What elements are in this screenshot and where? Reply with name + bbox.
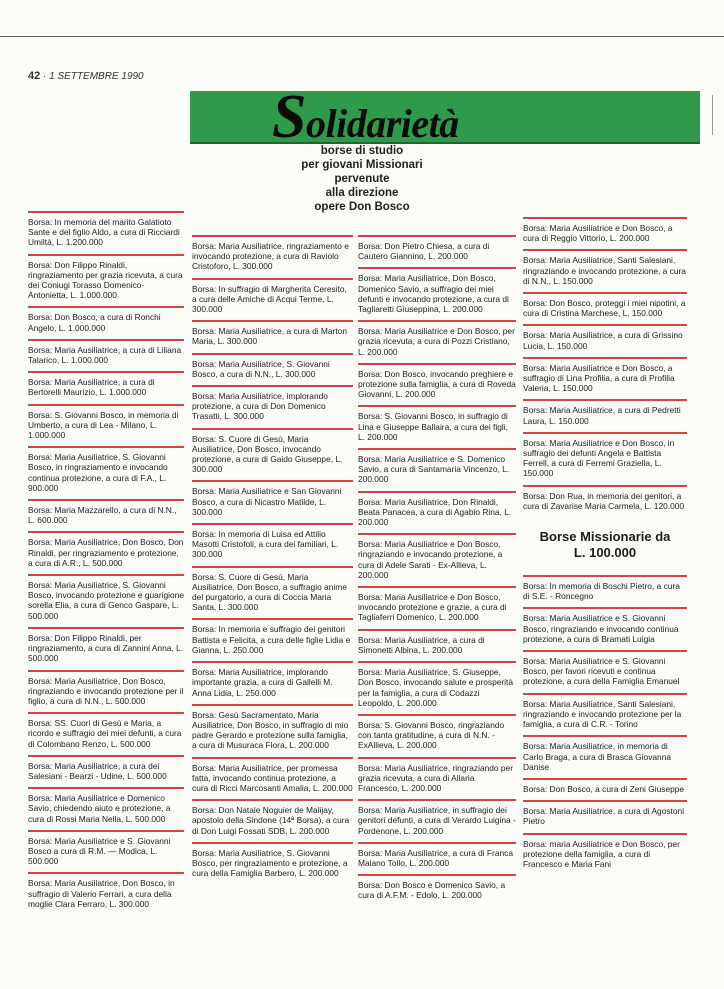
borsa-entry (358, 405, 516, 442)
entry-text: Borsa: Maria Ausiliatrice e Domenico Savio, chiedendo aiuto e protezione, a cura di Rossi Maria Nella, L. 500.000 (28, 793, 171, 824)
entry-divider (192, 799, 353, 801)
entry-text: Borsa: Maria Ausiliatrice e S. Domenico Savio, a cura di Santamaria Vincenzo, L. 200.000 (358, 454, 510, 485)
borsa-entry (358, 714, 516, 751)
subtitle-line: opere Don Bosco (314, 201, 410, 213)
entry-divider (192, 618, 353, 620)
entry-text: Borsa: Maria Ausiliatrice, Santi Salesiani, ringraziando e invocando protezione, a cura di N.N., L. 150.000 (523, 255, 686, 286)
borsa-entry (523, 485, 687, 511)
borsa-entry (192, 523, 353, 560)
entry-text: Borsa: Maria Ausiliatrice, ringraziando per grazia ricevuta, a cura di Allaria Francesco, L. 200.000 (358, 762, 514, 793)
entry-text: Borsa: Maria Ausiliatrice, a cura di Bertorelli Maurizio, L. 1.000.000 (28, 377, 155, 398)
entry-divider (523, 778, 687, 780)
entry-text: Borsa: Don Bosco e Domenico Savio, a cura di A.F.M. - Edolo, L. 200.000 (358, 880, 506, 901)
entry-divider (358, 448, 516, 450)
borsa-entry (28, 627, 184, 664)
entry-text: Borsa: Maria Mazzarello, a cura di N.N., L. 600.000 (28, 505, 177, 526)
entry-divider (28, 404, 184, 406)
borsa-entry (192, 480, 353, 517)
subtitle-line: alla direzione (325, 187, 399, 199)
borsa-entry (358, 448, 516, 485)
entry-divider (523, 249, 687, 251)
entry-divider (28, 531, 184, 533)
entry-divider (192, 353, 353, 355)
entry-text: Borsa: Maria Ausiliatrice e Don Bosco, a cura di Reggio Vittorio, L. 200.000 (523, 223, 673, 244)
borsa-entry (192, 385, 353, 422)
borsa-entry (523, 575, 687, 601)
borsa-entry (358, 661, 516, 708)
entry-divider (523, 357, 687, 359)
entry-text: Borsa: Maria Ausiliatrice, a cura di Simonetti Albina, L. 200.000 (358, 634, 485, 655)
entry-text: Borsa: Maria Ausiliatrice e S. Giovanni Bosco, ringraziando e invocando continua protezione, a cura di Bramati Luigia (523, 613, 679, 644)
entry-divider (192, 523, 353, 525)
entry-divider (28, 787, 184, 789)
section-title-initial: S (272, 83, 306, 151)
borsa-entry (523, 778, 687, 794)
entry-divider (358, 363, 516, 365)
borsa-entry (358, 757, 516, 794)
entry-text: Borsa: In memoria e suffragio dei genitori Battista e Felicita, a cura delle figlie Lidia e Gianna, L. 250.000 (192, 624, 351, 655)
entry-text: Borsa: SS. Cuori di Gesù e Maria, a ricordo e suffragio dei miei defunti, a cura di Colombano Renzo, L. 500.000 (28, 718, 182, 749)
section-heading-100000 (523, 529, 687, 561)
borsa-entry (358, 874, 516, 900)
entry-text: Borsa: In memoria di Boschi Pietro, a cura di S.E. - Roncegno (523, 581, 680, 602)
entry-divider (523, 485, 687, 487)
borsa-entry (358, 799, 516, 836)
borsa-entry (192, 799, 353, 836)
borsa-entry (28, 306, 184, 332)
entry-divider (523, 735, 687, 737)
entry-text: Borsa: Maria Ausiliatrice, a cura dei Salesiani - Bearzi - Udine, L. 500.000 (28, 760, 167, 781)
entry-divider (523, 432, 687, 434)
entry-text: Borsa: In memoria del marito Galatioto Sante e del figlio Aldo, a cura di Ricciardi Umiltà, L. 1.200.000 (28, 217, 180, 248)
section-title (272, 82, 459, 153)
entry-divider (358, 320, 516, 322)
entry-text: Borsa: S. Cuore di Gesù, Maria Ausiliatrice, Don Bosco, a suffragio anime del purgatorio, a cura di Coccia Maria Santa, L. 300.000 (192, 571, 347, 613)
borsa-entry (192, 757, 353, 794)
entry-divider (523, 575, 687, 577)
entry-divider (523, 693, 687, 695)
subtitle (262, 144, 462, 214)
entry-divider (523, 650, 687, 652)
borsa-entry (192, 704, 353, 751)
entry-divider (28, 830, 184, 832)
entry-divider (358, 661, 516, 663)
entry-divider (28, 499, 184, 501)
entry-text: Borsa: Maria Ausiliatrice, a cura di Marton Maria, L. 300.000 (192, 326, 347, 347)
subtitle-line: per giovani Missionari (301, 159, 423, 171)
entry-divider (358, 629, 516, 631)
entry-text: Borsa: Maria Ausiliatrice, a cura di Agostoni Pietro (523, 806, 685, 827)
page-edge-mark (712, 95, 713, 135)
entry-text: Borsa: Don Filippo Rinaldi, ringraziamento per grazia ricevuta, a cura dei Coniugi Torasso Domenico-Antonietta, L. 1.000.000 (28, 259, 183, 301)
entry-text: Borsa: Maria Ausiliatrice e Don Bosco, per grazia ricevuta, a cura di Pozzi Cristiano, L. 200.000 (358, 326, 515, 357)
entry-divider (28, 211, 184, 213)
borsa-entry (523, 735, 687, 772)
entry-text: Borsa: Maria Ausiliatrice e S. Giovanni Bosco a cura di R.M. — Modica, L. 500.000 (28, 835, 171, 867)
entry-divider (192, 661, 353, 663)
entry-text: Borsa: S. Cuore di Gesù, Maria Ausiliatrice, Don Bosco, invocando protezione, a cura di Gaido Giuseppe, L. 300.000 (192, 433, 343, 475)
borsa-entry (192, 428, 353, 475)
column-1 (28, 211, 184, 915)
entry-divider (523, 217, 687, 219)
borsa-entry (28, 371, 184, 397)
entry-divider (192, 385, 353, 387)
borsa-entry (28, 211, 184, 248)
entry-divider (358, 491, 516, 493)
entry-text: Borsa: Maria Ausiliatrice, per promessa fatta, invocando continua protezione, a cura di Ricci Marcosanti Amalia, L. 200.000 (192, 762, 353, 793)
top-rule (0, 36, 724, 37)
entry-divider (358, 405, 516, 407)
entry-divider (358, 586, 516, 588)
borsa-entry (523, 650, 687, 687)
borsa-entry (523, 607, 687, 644)
page-header (28, 70, 144, 82)
column-4 (523, 217, 687, 875)
entry-text: Borsa: S. Giovanni Bosco, in suffragio di Lina e Giuseppe Ballaira, a cura dei figli, L. 200.000 (358, 411, 508, 442)
entry-divider (358, 714, 516, 716)
entry-text: Borsa: Maria Ausiliatrice e S. Giovanni Bosco, per favori ricevuti e continua protezione, a cura della Famiglia Emanuel (523, 656, 680, 687)
entry-divider (523, 399, 687, 401)
entry-text: Borsa: Don Natale Noguier de Malijay, apostolo della Sindone (14ª Borsa), a cura di Don Luigi Fossati SDB, L. 200.000 (192, 805, 350, 836)
borsa-entry (192, 566, 353, 613)
entry-divider (358, 235, 516, 237)
entry-divider (28, 446, 184, 448)
entry-divider (192, 757, 353, 759)
borsa-entry (28, 446, 184, 493)
borsa-entry (28, 254, 184, 301)
entry-text: Borsa: Don Bosco, proteggi i miei nipotini, a cura di Cristina Marchese, L. 150.000 (523, 298, 686, 319)
entry-text: Borsa: Maria Ausiliatrice, a cura di Liliana Talarico, L. 1.000.000 (28, 344, 182, 366)
subtitle-line: borse di studio (320, 145, 404, 157)
borsa-entry (28, 531, 184, 568)
borsa-entry (28, 339, 184, 365)
entry-text: Borsa: Maria Ausiliatrice, S. Giovanni Bosco, per ringraziamento e protezione, a cura della Famiglia Barbero, L. 200.000 (192, 847, 348, 879)
entry-divider (358, 757, 516, 759)
entry-text: Borsa: Gesù Sacramentato, Maria Ausiliatrice, Don Bosco, in suffragio di mio padre Gerardo e protezione sulla famiglia, a cura di Musuraca Flora, L. 200.000 (192, 709, 349, 751)
section-title-rest: olidarietà (305, 101, 459, 146)
entry-text: Borsa: Maria Ausiliatrice, Don Bosco, Don Rinaldi, per ringraziamento e protezione, a cura di A.R., L. 500.000 (28, 537, 184, 568)
borsa-entry (28, 499, 184, 525)
section-heading-line: L. 100.000 (573, 545, 637, 561)
entry-divider (28, 574, 184, 576)
borsa-entry (28, 787, 184, 824)
entry-text: Borsa: Maria Ausiliatrice, S. Giuseppe, Don Bosco, invocando salute e prosperità per la famiglia, a cura di Codazzi Leopoldo, L. 200.000 (358, 667, 514, 708)
entry-text: Borsa: Maria Ausiliatrice, a cura di Franca Malano Tollo, L. 200.000 (358, 847, 513, 868)
entry-text: Borsa: Don Bosco, invocando preghiere e protezione sulla famiglia, a cura di Roveda Giovanni, L. 200.000 (358, 368, 516, 400)
borsa-entry (192, 618, 353, 655)
entry-divider (28, 627, 184, 629)
entry-text: Borsa: Maria Ausiliatrice, Don Bosco, Domenico Savio, a suffragio dei miei defunti e invocando protezione, a cura di Tagliaretti Giuseppina, L. 200.000 (358, 273, 509, 315)
entry-divider (28, 371, 184, 373)
entry-divider (192, 480, 353, 482)
borsa-entry (192, 235, 353, 272)
entry-divider (192, 842, 353, 844)
entry-divider (358, 842, 516, 844)
borsa-entry (523, 432, 687, 479)
borsa-entry (358, 842, 516, 868)
entry-text: Borsa: S. Giovanni Bosco, ringraziando con tanta gratitudine, a cura di N.N. - ExAllieva, L. 200.000 (358, 719, 505, 751)
entry-divider (28, 872, 184, 874)
borsa-entry (358, 586, 516, 623)
entry-divider (358, 533, 516, 535)
borsa-entry (358, 235, 516, 261)
entry-divider (192, 278, 353, 280)
borsa-entry (358, 629, 516, 655)
entry-divider (192, 566, 353, 568)
entry-divider (192, 320, 353, 322)
entry-text: Borsa: Maria Ausiliatrice, S. Giovanni Bosco, invocando protezione e guarigione sorella Elia, a cura di Genco Gaspare, L. 500.000 (28, 580, 184, 621)
borsa-entry (192, 320, 353, 346)
entry-divider (192, 704, 353, 706)
entry-divider (192, 235, 353, 237)
column-2 (192, 235, 353, 884)
entry-divider (28, 670, 184, 672)
entry-divider (523, 324, 687, 326)
borsa-entry (523, 217, 687, 243)
column-4-bottom (523, 575, 687, 869)
borsa-entry (523, 324, 687, 350)
entry-text: Borsa: Maria Ausiliatrice, a cura di Grissino Lucia, L. 150.000 (523, 330, 683, 351)
borsa-entry (523, 249, 687, 286)
borsa-entry (28, 872, 184, 909)
entry-text: Borsa: Maria Ausiliatrice e Don Bosco, a suffragio di Lina Profilia, a cura di Profilia Valeria, L. 150.000 (523, 362, 675, 394)
entry-text: Borsa: Don Pietro Chiesa, a cura di Cautero Giannino, L. 200.000 (358, 241, 490, 262)
entry-text: Borsa: Maria Ausiliatrice e Don Bosco, in suffragio dei defunti Angela e Battista Ferrell, a cura di Ferremi Graziella, L. 150.000 (523, 437, 675, 479)
borsa-entry (358, 363, 516, 400)
entry-text: Borsa: Maria Ausiliatrice e San Giovanni Bosco, a cura di Nicastro Matilde, L. 300.000 (192, 486, 342, 517)
entry-divider (192, 428, 353, 430)
entry-text: Borsa: Maria Ausiliatrice e Don Bosco, ringraziando e invocando protezione, a cura di Adele Sarati - Ex-Allieva, L. 200.000 (358, 539, 503, 580)
entry-text: Borsa: Maria Ausiliatrice, S. Giovanni Bosco, a cura di N.N., L. 300.000 (192, 358, 330, 379)
borsa-entry (523, 833, 687, 870)
entry-text: Borsa: Don Bosco, a cura di Ronchi Angelo, L. 1.000.000 (28, 312, 161, 333)
entry-divider (28, 306, 184, 308)
borsa-entry (358, 533, 516, 580)
borsa-entry (28, 404, 184, 441)
entry-text: Borsa: In suffragio di Margherita Ceresito, a cura delle Amiche di Acqui Terme, L. 300.000 (192, 283, 347, 315)
entry-text: Borsa: Maria Ausiliatrice, S. Giovanni Bosco, in ringraziamento e invocando continua protezione, a cura di F.A., L. 900.000 (28, 452, 168, 493)
entry-text: Borsa: Don Filippo Rinaldi, per ringraziamento, a cura di Zannini Anna, L. 500.000 (28, 632, 184, 664)
entry-text: Borsa: In memoria di Luisa ed Attilio Masotti Cristofoli, a cura dei familiari, L. 300.000 (192, 529, 339, 560)
borsa-entry (28, 574, 184, 621)
section-heading-line: Borse Missionarie da (539, 529, 671, 545)
entry-text: Borsa: maria Ausiliatrice e Don Bosco, per protezione della famiglia, a cura di Francesco e Maria Fani (523, 838, 680, 869)
entry-divider (28, 339, 184, 341)
entry-divider (358, 267, 516, 269)
entry-text: Borsa: Maria Ausiliatrice, in suffragio dei genitori defunti, a cura di Verardo Luigina - Pordenone, L. 200.000 (358, 805, 516, 836)
column-3 (358, 235, 516, 907)
entry-divider (523, 607, 687, 609)
entry-text: Borsa: Maria Ausiliatrice, Santi Salesiani, ringraziando e invocando protezione per la famiglia, a cura di C.R. - Torino (523, 698, 682, 730)
entry-divider (28, 254, 184, 256)
borsa-entry (523, 357, 687, 394)
entry-divider (523, 833, 687, 835)
entry-text: Borsa: Maria Ausiliatrice, in memoria di Carlo Braga, a cura di Brasca Giovanna Danise (523, 741, 672, 772)
entry-divider (358, 799, 516, 801)
entry-text: Borsa: Maria Ausiliatrice, implorando importante grazia, a cura di Gallelli M. Anna Lidia, L. 250.000 (192, 667, 333, 698)
entry-text: Borsa: Don Bosco, a cura di Zeni Giuseppe (523, 783, 685, 794)
borsa-entry (28, 830, 184, 867)
entry-text: Borsa: Maria Ausiliatrice, a cura di Pedretti Laura, L. 150.000 (523, 405, 681, 426)
borsa-entry (523, 399, 687, 425)
entry-divider (28, 712, 184, 714)
entry-text: Borsa: Don Rua, in memoria dei genitori, a cura di Zavarise Maria Carmela, L. 120.000 (523, 490, 685, 511)
borsa-entry (358, 320, 516, 357)
entry-divider (523, 800, 687, 802)
subtitle-line: pervenute (334, 173, 390, 185)
entry-text: Borsa: Maria Ausiliatrice e Don Bosco, invocando protezione e grazie, a cura di Tagliaferri Domenico, L. 200.000 (358, 592, 507, 623)
entry-text: Borsa: Maria Ausiliatrice, Don Rinaldi, Beata Panacea, a cura di Agabio Rina, L. 200.000 (358, 496, 512, 528)
borsa-entry (523, 693, 687, 730)
borsa-entry (28, 670, 184, 707)
borsa-entry (192, 661, 353, 698)
borsa-entry (192, 278, 353, 315)
borsa-entry (192, 842, 353, 879)
borsa-entry (523, 292, 687, 318)
borsa-entry (523, 800, 687, 826)
entry-text: Borsa: Maria Ausiliatrice, Don Bosco, ringraziando e invocando protezione per il figlio, a cura di N.N., L. 500.000 (28, 675, 184, 706)
page-number: 42 (28, 70, 41, 82)
borsa-entry (28, 755, 184, 781)
entry-text: Borsa: Maria Ausiliatrice, Don Bosco, in suffragio di Valerio Ferrari, a cura della moglie Clara Ferraro, L. 300.000 (28, 878, 175, 909)
issue-date: · 1 SETTEMBRE 1990 (43, 71, 144, 82)
entry-divider (358, 874, 516, 876)
entry-text: Borsa: S. Giovanni Bosco, in memoria di Umberto, a cura di Lea - Milano, L. 1.000.000 (28, 409, 179, 441)
borsa-entry (358, 267, 516, 314)
entry-divider (523, 292, 687, 294)
entry-text: Borsa: Maria Ausiliatrice, ringraziamento e invocando protezione, a cura di Raviolo Cristoforo, L. 300.000 (192, 241, 349, 272)
borsa-entry (28, 712, 184, 749)
entry-text: Borsa: Maria Ausiliatrice, implorando protezione, a cura di Don Domenico Trasatti, L. 300.000 (192, 391, 328, 422)
borsa-entry (358, 491, 516, 528)
borsa-entry (192, 353, 353, 379)
column-4-top (523, 217, 687, 511)
entry-divider (28, 755, 184, 757)
